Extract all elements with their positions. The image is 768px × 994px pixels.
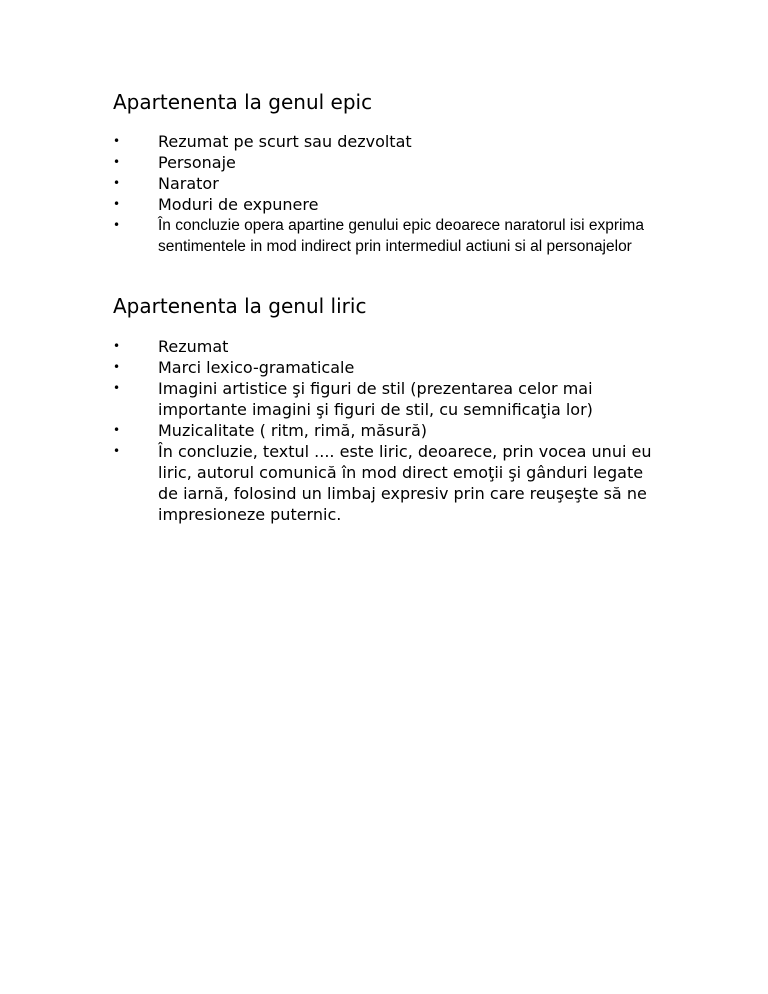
bullet-icon: • [113, 381, 121, 395]
list-item [0, 194, 648, 215]
list-item [0, 378, 648, 420]
section-heading-liric: Apartenenta la genul liric [113, 294, 367, 318]
bullet-icon: • [113, 360, 121, 374]
bullet-icon: • [113, 155, 121, 169]
bullet-icon: • [113, 218, 121, 232]
bullet-list-liric [0, 336, 768, 525]
bullet-icon: • [113, 339, 121, 353]
list-item-text: Muzicalitate ( ritm, rimă, măsură) [158, 421, 428, 440]
list-item [0, 173, 648, 194]
bullet-icon: • [113, 197, 121, 211]
list-item-text: Marci lexico-gramaticale [158, 358, 355, 377]
list-item-text: În concluzie, textul .... este liric, deoarece, prin vocea unui eu liric, autorul comunică în mod direct emoţii şi gânduri legate de iarnă, folosind un limbaj expresiv prin care reuşeşte să ne impresioneze puternic. [158, 442, 652, 524]
list-item [0, 357, 648, 378]
bullet-icon: • [113, 176, 121, 190]
bullet-list-epic [0, 131, 768, 257]
list-item-text: Rezumat [158, 337, 229, 356]
bullet-icon: • [113, 444, 121, 458]
list-item-text: Imagini artistice şi figuri de stil (prezentarea celor mai importante imagini şi figuri de stil, cu semnificaţia lor) [158, 379, 593, 419]
list-item [0, 215, 648, 257]
list-item-text: Moduri de expunere [158, 195, 319, 214]
bullet-icon: • [113, 423, 121, 437]
list-item [0, 441, 652, 525]
section-heading-epic: Apartenenta la genul epic [113, 90, 373, 114]
list-item [0, 336, 648, 357]
list-item [0, 152, 648, 173]
list-item-text: În concluzie opera apartine genului epic deoarece naratorul isi exprima sentimentele in mod indirect prin intermediul actiuni si al personajelor [158, 217, 644, 255]
list-item-text: Narator [158, 174, 219, 193]
list-item-text: Rezumat pe scurt sau dezvoltat [158, 132, 412, 151]
list-item [0, 131, 648, 152]
bullet-icon: • [113, 134, 121, 148]
list-item-text: Personaje [158, 153, 236, 172]
list-item [0, 420, 648, 441]
